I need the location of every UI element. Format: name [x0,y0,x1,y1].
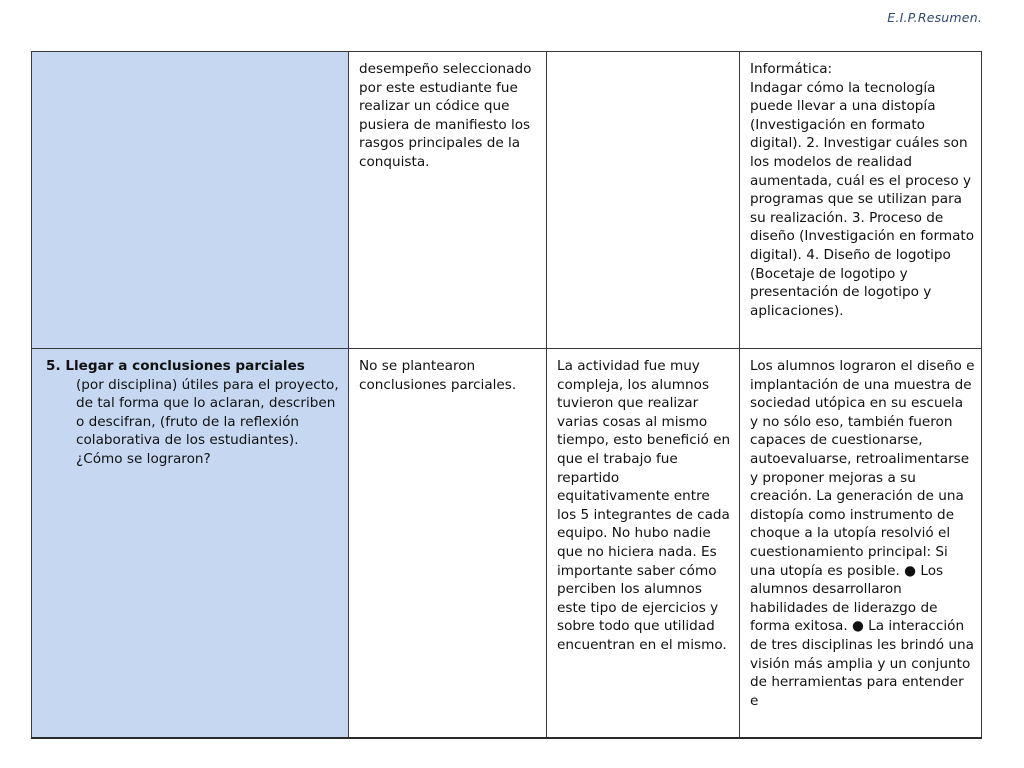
cell-text: No se plantearon conclusiones parciales. [359,358,517,393]
criterion-cell [32,52,349,349]
criterion-title: 5. Llegar a conclusiones parciales [46,358,305,374]
cell-text: Informática: Indagar cómo la tecnología puede llevar a una distopía (Investigación en formato digital). 2. Investigar cuáles son los modelos de realidad aumentada, cuál es el proceso y programas que se utilizan para su realización. 3. Proceso de diseño (Investigación en formato digital). 4. Diseño de logotipo (Bocetaje de logotipo y presentación de logotipo y aplicaciones). [750,61,975,319]
table-cell [349,349,547,739]
criterion-description: (por disciplina) útiles para el proyecto, de tal forma que lo aclaran, describen o descifran, (fruto de la reflexión colaborativa de los estudiantes). ¿Cómo se lograron? [76,376,339,467]
cell-text: La actividad fue muy compleja, los alumnos tuvieron que realizar varias cosas al mismo tiempo, esto benefició en que el trabajo fue repartido equitativamente entre los 5 integrantes de cada equipo. No hubo nadie que no hiciera nada. Es importante saber cómo perciben los alumnos este tipo de ejercicios y sobre todo que utilidad encuentran en el mismo. [557,358,731,653]
table-cell [547,52,740,349]
cell-text: Los alumnos lograron el diseño e implantación de una muestra de sociedad utópica en su escuela y no sólo eso, también fueron capaces de cuestionarse, autoevaluarse, retroalimentarse y proponer mejoras a su creación. La generación de una distopía como instrumento de choque a la utopía resolvió el cuestionamiento principal: Si una utopía es posible. ● Los alumnos desarrollaron habilidades de liderazgo de forma exitosa. ● La interacción de tres disciplinas les brindó una visión más amplia y un conjunto de herramientas para entender e [750,358,975,709]
table-cell [547,349,740,739]
table-cell [349,52,547,349]
evaluation-table [31,51,982,739]
criterion-cell [32,349,349,739]
table-cell [740,349,982,739]
table-cell [740,52,982,349]
document-header-note: E.I.P.Resumen. [887,10,982,25]
table-row [32,349,982,739]
cell-text: desempeño seleccionado por este estudiante fue realizar un códice que pusiera de manifiesto los rasgos principales de la conquista. [359,61,532,170]
table-row [32,52,982,349]
